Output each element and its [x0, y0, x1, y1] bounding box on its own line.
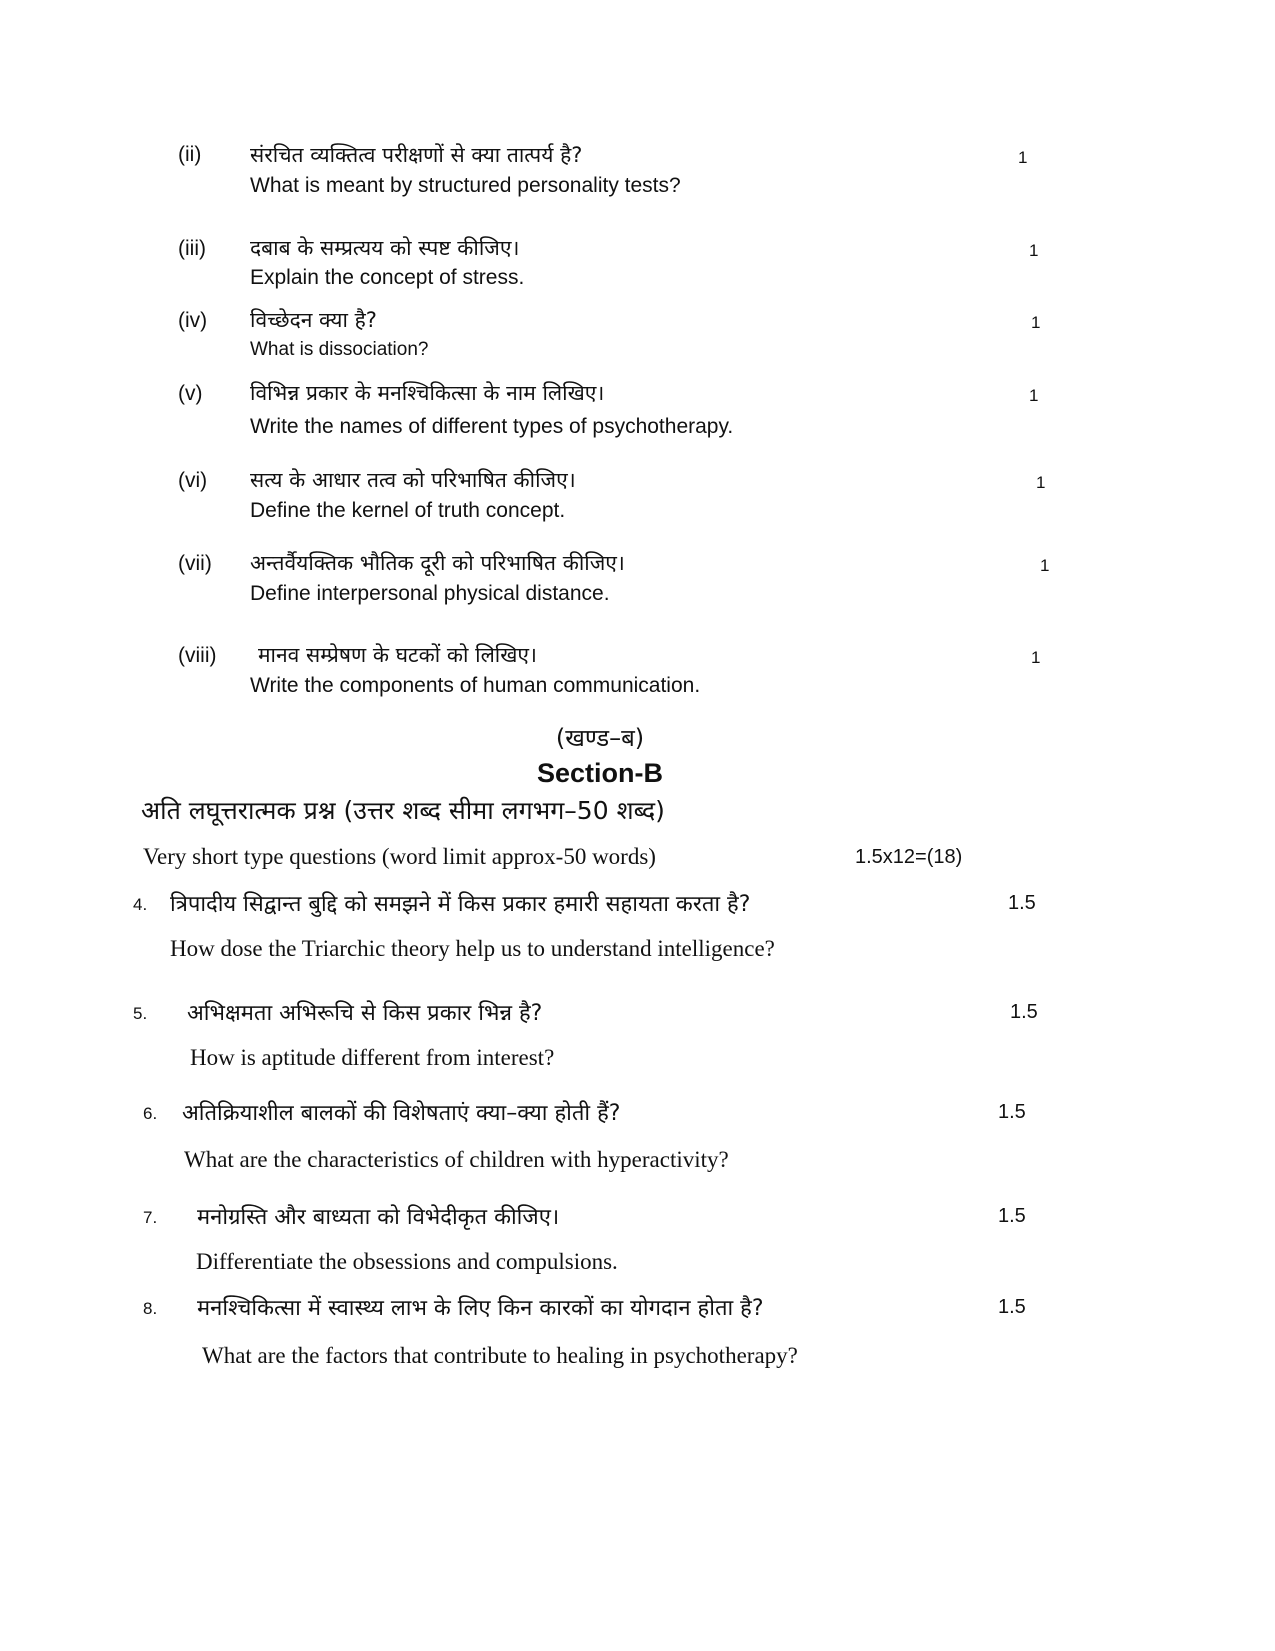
question-text-hindi: विभिन्न प्रकार के मनश्चिकित्सा के नाम लिखिए।	[250, 381, 605, 405]
question-text-hindi: मनश्चिकित्सा में स्वास्थ्य लाभ के लिए किन कारकों का योगदान होता है?	[197, 1296, 764, 1321]
question-marks: 1.5	[1010, 1001, 1038, 1023]
question-marks: 1	[1031, 313, 1041, 332]
question-number: 6.	[143, 1104, 158, 1123]
question-marks: 1.5	[1008, 892, 1036, 914]
instruction-english: Very short type questions (word limit approx-50 words)	[143, 844, 656, 869]
question-number: 8.	[143, 1299, 158, 1318]
question-marks: 1	[1018, 148, 1028, 167]
question-marks: 1.5	[998, 1101, 1026, 1123]
question-marks: 1	[1040, 556, 1050, 575]
question-marks: 1	[1031, 648, 1041, 667]
question-marks: 1	[1029, 241, 1039, 260]
question-text-english: What are the factors that contribute to healing in psychotherapy?	[202, 1343, 798, 1368]
question-text-english: Define interpersonal physical distance.	[250, 582, 610, 605]
question-number: (v)	[178, 382, 203, 405]
question-number: (viii)	[178, 644, 217, 667]
question-text-english: Write the names of different types of psychotherapy.	[250, 415, 734, 438]
question-marks: 1	[1029, 386, 1039, 405]
question-text-hindi: सत्य के आधार तत्व को परिभाषित कीजिए।	[250, 468, 576, 492]
total-marks: 1.5x12=(18)	[855, 846, 963, 868]
question-number: 7.	[143, 1208, 158, 1227]
question-number: (iv)	[178, 309, 208, 332]
question-text-english: What is dissociation?	[250, 339, 429, 360]
question-number: (vii)	[178, 552, 212, 575]
question-text-english: Explain the concept of stress.	[250, 266, 525, 289]
question-marks: 1.5	[998, 1205, 1026, 1227]
section-title: Section-B	[536, 758, 663, 788]
question-text-hindi: त्रिपादीय सिद्वान्त बुद्दि को समझने में किस प्रकार हमारी सहायता करता है?	[170, 892, 751, 917]
question-text-english: Differentiate the obsessions and compulsions.	[196, 1249, 618, 1274]
question-text-english: Write the components of human communication.	[250, 674, 701, 697]
question-number: (vi)	[178, 469, 208, 492]
question-text-hindi: मानव सम्प्रेषण के घटकों को लिखिए।	[258, 643, 537, 667]
question-text-english: What is meant by structured personality tests?	[250, 174, 681, 197]
question-text-hindi: संरचित व्यक्तित्व परीक्षणों से क्या तात्पर्य है?	[250, 143, 583, 167]
question-text-english: What are the characteristics of children with hyperactivity?	[184, 1147, 729, 1172]
question-text-english: How is aptitude different from interest?	[190, 1045, 555, 1070]
question-text-hindi: अभिक्षमता अभिरूचि से किस प्रकार भिन्न है?	[187, 1001, 543, 1026]
question-number: (iii)	[178, 237, 206, 260]
question-text-hindi: मनोग्रस्ति और बाध्यता को विभेदीकृत कीजिए।	[197, 1205, 560, 1230]
question-text-english: How dose the Triarchic theory help us to understand intelligence?	[170, 936, 775, 961]
instruction-hindi: अति लघूत्तरात्मक प्रश्न (उत्तर शब्द सीमा लगभग–50 शब्द)	[141, 796, 665, 825]
question-text-hindi: अतिक्रियाशील बालकों की विशेषताएं क्या–क्या होती हैं?	[182, 1101, 621, 1126]
question-number: (ii)	[178, 143, 202, 166]
question-text-hindi: दबाब के सम्प्रत्यय को स्पष्ट कीजिए।	[250, 236, 520, 260]
question-text-hindi: अन्तर्वैयक्तिक भौतिक दूरी को परिभाषित कीजिए।	[250, 551, 625, 575]
question-text-english: Define the kernel of truth concept.	[250, 499, 566, 522]
question-number: 5.	[133, 1004, 148, 1023]
question-number: 4.	[133, 895, 148, 914]
question-marks: 1	[1036, 473, 1046, 492]
question-marks: 1.5	[998, 1296, 1026, 1318]
section-title-hindi: (खण्ड–ब)	[555, 724, 645, 752]
question-text-hindi: विच्छेदन क्या है?	[250, 308, 377, 332]
